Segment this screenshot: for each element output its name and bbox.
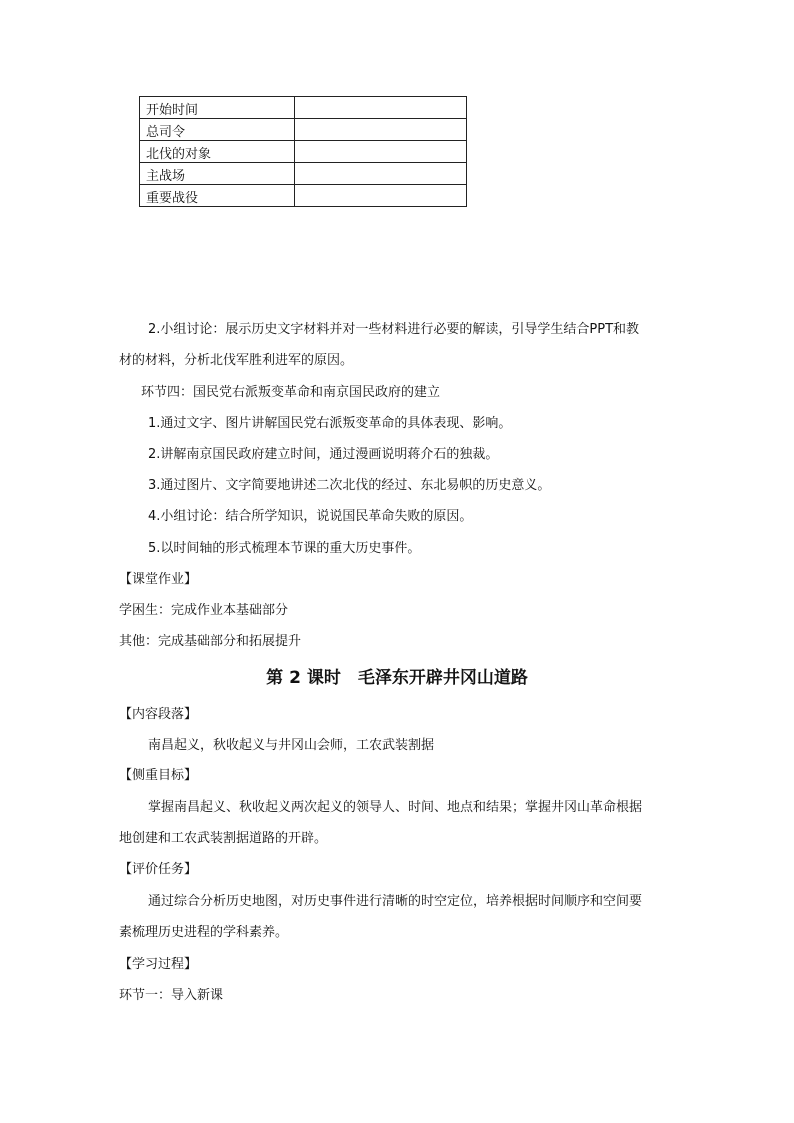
link1-title: 环节一：导入新课 (119, 988, 224, 1003)
table-row (140, 185, 467, 207)
homework-others: 其他：完成基础部分和拓展提升 (119, 634, 302, 649)
homework-header: 【课堂作业】 (119, 572, 198, 587)
homework-struggling: 学困生：完成作业本基础部分 (119, 603, 289, 618)
eval-paragraph-line: 通过综合分析历史地图，对历史事件进行清晰的时空定位，培养根据时间顺序和空间要 (148, 894, 643, 909)
link4-title: 环节四：国民党右派叛变革命和南京国民政府的建立 (141, 385, 441, 400)
process-header: 【学习过程】 (119, 957, 198, 972)
list-item: 4.小组讨论：结合所学知识，说说国民革命失败的原因。 (148, 509, 473, 524)
goal-paragraph-line: 掌握南昌起义、秋收起义两次起义的领导人、时间、地点和结果；掌握井冈山革命根据 (148, 800, 643, 815)
table-row (140, 119, 467, 141)
table-cell-value (295, 119, 467, 141)
goal-paragraph-line: 地创建和工农武装割据道路的开辟。 (119, 831, 328, 846)
table-cell-value (295, 141, 467, 163)
table-row (140, 141, 467, 163)
eval-header: 【评价任务】 (119, 862, 198, 877)
table-row (140, 97, 467, 119)
table-cell-value (295, 163, 467, 185)
table-cell-value (295, 185, 467, 207)
table-cell-label: 开始时间 (140, 97, 295, 119)
list-item: 5.以时间轴的形式梳理本节课的重大历史事件。 (148, 541, 421, 556)
discussion-paragraph-line: 2.小组讨论：展示历史文字材料并对一些材料进行必要的解读，引导学生结合PPT和教 (148, 322, 640, 337)
eval-paragraph-line: 素梳理历史进程的学科素养。 (119, 925, 289, 940)
content-text: 南昌起义，秋收起义与井冈山会师，工农武装割据 (148, 738, 435, 753)
table-cell-value (295, 97, 467, 119)
list-item: 2.讲解南京国民政府建立时间，通过漫画说明蒋介石的独裁。 (148, 447, 499, 462)
list-item: 1.通过文字、图片讲解国民党右派叛变革命的具体表现、影响。 (148, 416, 512, 431)
table-cell-label: 总司令 (140, 119, 295, 141)
discussion-paragraph-line: 材的材料，分析北伐军胜利进军的原因。 (119, 353, 354, 368)
content-header: 【内容段落】 (119, 707, 198, 722)
list-item: 3.通过图片、文字简要地讲述二次北伐的经过、东北易帜的历史意义。 (148, 478, 551, 493)
table-cell-label: 重要战役 (140, 185, 295, 207)
table-row (140, 163, 467, 185)
goal-header: 【侧重目标】 (119, 768, 198, 783)
table-cell-label: 北伐的对象 (140, 141, 295, 163)
lesson-title: 第 2 课时 毛泽东开辟井冈山道路 (266, 668, 528, 688)
table-cell-label: 主战场 (140, 163, 295, 185)
northern-expedition-table (139, 96, 467, 207)
